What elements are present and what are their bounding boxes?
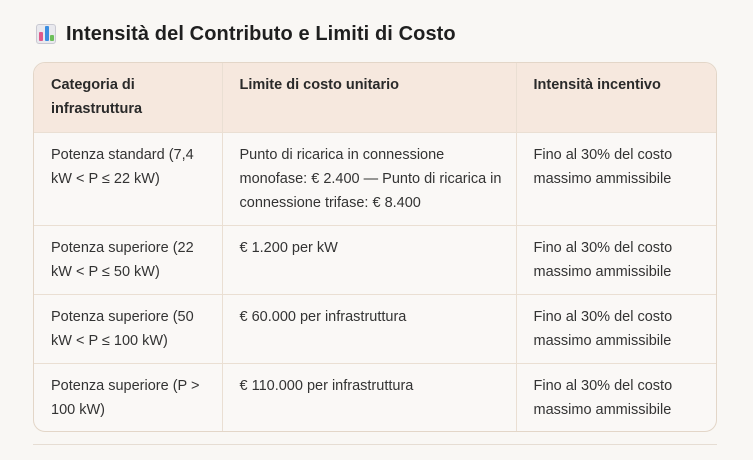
divider: [33, 444, 717, 445]
cell-cost-limit: € 1.200 per kW: [222, 225, 516, 294]
table-row: [34, 363, 717, 431]
cell-category: Potenza superiore (50 kW < P ≤ 100 kW): [34, 294, 222, 363]
header-incentive: Intensità incentivo: [516, 63, 717, 132]
section-heading: [36, 20, 456, 48]
cell-cost-limit: € 60.000 per infrastruttura: [222, 294, 516, 363]
cell-category: Potenza superiore (22 kW < P ≤ 50 kW): [34, 225, 222, 294]
header-category: Categoria di infrastruttura: [34, 63, 222, 132]
cell-incentive: Fino al 30% del costo massimo ammissibile: [516, 132, 717, 225]
section-title: Intensità del Contributo e Limiti di Costo: [66, 22, 456, 45]
bar-chart-icon: [36, 24, 56, 44]
cell-category: Potenza superiore (P > 100 kW): [34, 363, 222, 431]
cell-cost-limit: Punto di ricarica in connessione monofase: € 2.400 — Punto di ricarica in connessione trifase: € 8.400: [222, 132, 516, 225]
table-row: [34, 294, 717, 363]
header-cost-limit: Limite di costo unitario: [222, 63, 516, 132]
table-row: [34, 225, 717, 294]
cost-limits-table: [33, 62, 717, 432]
table-header-row: [34, 63, 717, 132]
cell-incentive: Fino al 30% del costo massimo ammissibile: [533, 377, 673, 418]
cell-incentive: Fino al 30% del costo massimo ammissibile: [516, 294, 717, 363]
table-row: [34, 132, 717, 225]
cell-cost-limit: € 110.000 per infrastruttura: [222, 363, 516, 431]
cell-category: Potenza standard (7,4 kW < P ≤ 22 kW): [34, 132, 222, 225]
cell-incentive: Fino al 30% del costo massimo ammissibile: [516, 225, 717, 294]
